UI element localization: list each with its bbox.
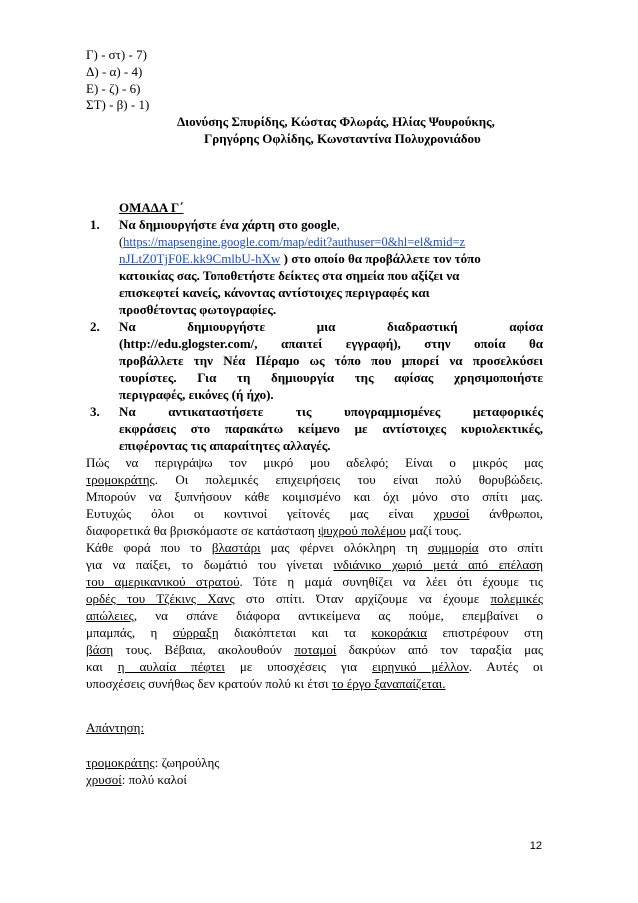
text-run: μπαμπάς, η [86, 625, 173, 640]
task-text: Να δημιουργήστε ένα χάρτη στο google [119, 217, 337, 232]
authors-line: Διονύσης Σπυρίδης, Κώστας Φλωράς, Ηλίας Ψουρούκης, [177, 114, 495, 129]
paragraph-line: Πώς να περιγράψω τον μικρό μου αδελφό; Είναι ο μικρός μας [86, 455, 543, 470]
task-text: , [336, 217, 340, 232]
answer-term: τρομοκράτης [86, 755, 155, 770]
task-1-line: προσθέτοντας φωτογραφίες. [119, 302, 277, 317]
paragraph-line: Μπορούν να ξυπνήσουν κάθε κοιμισμένο και όχι μόνο στο σπίτι μας. [86, 489, 543, 504]
task-2-line: περιγραφές, εικόνες (ή ήχο). [119, 387, 274, 402]
answer-entry [86, 755, 219, 772]
answer-line: Ε) - ζ) - 6) [86, 81, 141, 96]
paragraph-line [86, 523, 462, 540]
text-run: επιστρέφουν στη [427, 625, 544, 640]
paragraph-line [86, 472, 543, 489]
text-run: μας φέρνει ολόκληρη τη [260, 540, 428, 555]
answer-line: Δ) - α) - 4) [86, 64, 143, 79]
task-2-line: προβάλλετε την Νέα Πέραμο ως τόπο που μπορεί να προσελκύσει [119, 353, 543, 368]
text-run: για να παίξει, το δωμάτιό του γίνεται [86, 557, 334, 572]
text-run: Κάθε φορά που το [86, 540, 212, 555]
underlined-phrase: του αμερικανικού στρατού [86, 574, 240, 589]
underlined-phrase: συμμορία [427, 540, 479, 555]
paragraph-line [86, 625, 543, 642]
underlined-phrase: ινδιάνικο χωριό μετά από επέλαση [333, 557, 543, 572]
task-text: ) στο οποίο θα προβάλλετε τον τόπο [280, 251, 481, 266]
paragraph-line [86, 506, 543, 523]
text-run: μαζί τους. [405, 523, 462, 538]
paragraph-line [86, 591, 543, 608]
text-run: υποσχέσεις συνήθως δεν κρατούν πολύ κι έτσι [86, 676, 332, 691]
task-2-line: τουρίστες. Για τη δημιουργία της αφίσας χρησιμοποιήστε [119, 370, 543, 385]
underlined-phrase: τρομοκράτης [86, 472, 155, 487]
group-title: ΟΜΑΔΑ Γ΄ [119, 200, 184, 215]
answer-term: χρυσοί [86, 772, 122, 787]
task-1-line [119, 251, 481, 268]
underlined-phrase: βάση [86, 642, 114, 657]
paragraph-line [86, 642, 543, 659]
task-2-line: (http://edu.glogster.com/, απαιτεί εγγραφή), στην οποία θα [119, 336, 543, 351]
task-1-line: επισκεφτεί κανείς, κάνοντας αντίστοιχες περιγραφές και [119, 285, 430, 300]
task-number: 2. [90, 319, 100, 334]
text-run: διαφορετικά θα βρισκόμαστε σε κατάσταση [86, 523, 319, 538]
task-1-line: κατοικίας σας. Τοποθετήστε δείκτες στα σημεία που αξίζει να [119, 268, 460, 283]
answer-meaning: : ζωηρούλης [154, 755, 220, 770]
text-run: Ευτυχώς όλοι οι κοντινοί γείτονές μας είναι [86, 506, 434, 521]
text-run: . Τότε η μαμά συνηθίζει να λέει ότι έχουμε τις [239, 574, 543, 589]
underlined-phrase: ποταμοί [294, 642, 337, 657]
underlined-phrase: ψυχρού πολέμου [318, 523, 406, 538]
text-run: διακόπτεται και τα [218, 625, 372, 640]
text-run: στο σπίτι. Όταν αρχίζουμε να έχουμε [234, 591, 491, 606]
paragraph-line [86, 574, 543, 591]
task-3-line: εκφράσεις στο παρακάτω κείμενο με αντίστοιχες κυριολεκτικές, [119, 421, 543, 436]
page-number: 12 [529, 840, 542, 852]
underlined-phrase: χρυσοί [433, 506, 470, 521]
underlined-phrase: ορδές του Τζέκινς Χανς [86, 591, 235, 606]
underlined-phrase: η αυλαία πέφτει [117, 659, 225, 674]
text-run: τους. Βέβαια, ακολουθούν [113, 642, 295, 657]
paragraph-line [86, 557, 543, 574]
answer-line: Γ) - στ) - 7) [86, 47, 147, 62]
text-run: άνθρωποι, [469, 506, 543, 521]
authors-line: Γρηγόρης Οφλίδης, Κωνσταντίνα Πολυχρονιάδου [204, 131, 481, 146]
paragraph-line [86, 659, 543, 676]
google-maps-link[interactable]: https://mapsengine.google.com/map/edit?authuser=0&hl=el&mid=z [123, 235, 466, 249]
underlined-phrase: απώλειες [86, 608, 134, 623]
paragraph-line [86, 540, 543, 557]
text-run: , να σπάνε διάφορα αντικείμενα ας πούμε, επεμβαίνει ο [133, 608, 543, 623]
answer-entry [86, 772, 187, 789]
task-3-line: Να αντικαταστήσετε τις υπογραμμισμένες μεταφορικές [119, 404, 543, 419]
paragraph-line [86, 608, 543, 625]
underlined-phrase: ειρηνικό μέλλον [372, 659, 469, 674]
text-run: . Οι πολεμικές επιχειρήσεις του είναι πολύ θορυβώδεις. [154, 472, 543, 487]
paragraph-line [86, 676, 446, 693]
text-run: στο σπίτι [478, 540, 543, 555]
underlined-phrase: σύρραξη [172, 625, 219, 640]
google-maps-link-continued[interactable]: nJLtZ0TjF0E.kk9CmlbU-hXw [119, 251, 281, 266]
text-run: . Αυτές οι [468, 659, 543, 674]
underlined-phrase: πολεμικές [490, 591, 543, 606]
task-3-line: επιφέροντας τις απαραίτητες αλλαγές. [119, 438, 331, 453]
underlined-phrase: κοκοράκια [371, 625, 428, 640]
task-1-line [119, 217, 340, 234]
answer-meaning: : πολύ καλοί [121, 772, 187, 787]
text-run: και [86, 659, 118, 674]
answer-label: Απάντηση: [86, 720, 145, 735]
text-run: δακρύων από τον ταραξία μας [336, 642, 543, 657]
task-2-line: Να δημιουργήστε μια διαδραστική αφίσα [119, 319, 543, 334]
task-1-line [119, 234, 465, 251]
text-run: με υποσχέσεις για [224, 659, 373, 674]
task-text: ( [119, 235, 124, 249]
answer-line: ΣΤ) - β) - 1) [86, 97, 150, 112]
underlined-phrase: βλαστάρι [211, 540, 261, 555]
task-number: 1. [90, 217, 100, 232]
underlined-phrase: το έργο ξαναπαίζεται. [331, 676, 446, 691]
task-number: 3. [90, 404, 100, 419]
